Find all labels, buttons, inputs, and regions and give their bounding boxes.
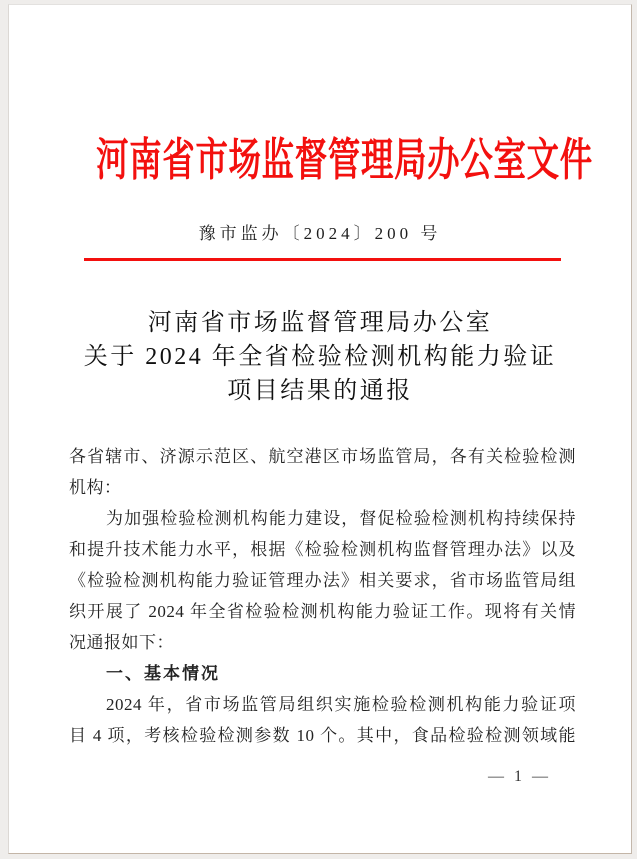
letterhead-title: 河南省市场监督管理局办公室文件 — [96, 135, 593, 185]
body-line-paragraph: 织开展了 2024 年全省检验检测机构能力验证工作。现将有关情 — [69, 602, 576, 621]
document-body — [69, 441, 576, 751]
body-line-paragraph: 和提升技术能力水平，根据《检验检测机构监督管理办法》以及 — [69, 540, 576, 559]
document-page — [8, 4, 632, 854]
body-line-paragraph: 2024 年，省市场监管局组织实施检验检测机构能力验证项 — [106, 695, 576, 714]
document-title-line: 关于 2024 年全省检验检测机构能力验证 — [83, 344, 557, 370]
document-title — [37, 306, 603, 408]
body-line-salutation: 机构： — [69, 478, 122, 497]
page-number: — 1 — — [488, 768, 551, 785]
body-line-paragraph: 况通报如下： — [69, 633, 174, 652]
red-divider-rule — [84, 258, 561, 261]
body-line-salutation: 各省辖市、济源示范区、航空港区市场监管局，各有关检验检测 — [69, 447, 576, 466]
document-title-line: 项目结果的通报 — [227, 378, 413, 404]
body-line-paragraph: 《检验检测机构能力验证管理办法》相关要求，省市场监管局组 — [69, 571, 576, 590]
body-line-paragraph: 目 4 项，考核检验检测参数 10 个。其中，食品检验检测领域能 — [69, 726, 576, 745]
body-line-paragraph: 为加强检验检测机构能力建设，督促检验检测机构持续保持 — [106, 509, 576, 528]
document-title-line: 河南省市场监督管理局办公室 — [147, 310, 493, 336]
section-heading: 一、基本情况 — [106, 664, 220, 683]
document-number: 豫市监办〔2024〕200 号 — [198, 224, 442, 243]
